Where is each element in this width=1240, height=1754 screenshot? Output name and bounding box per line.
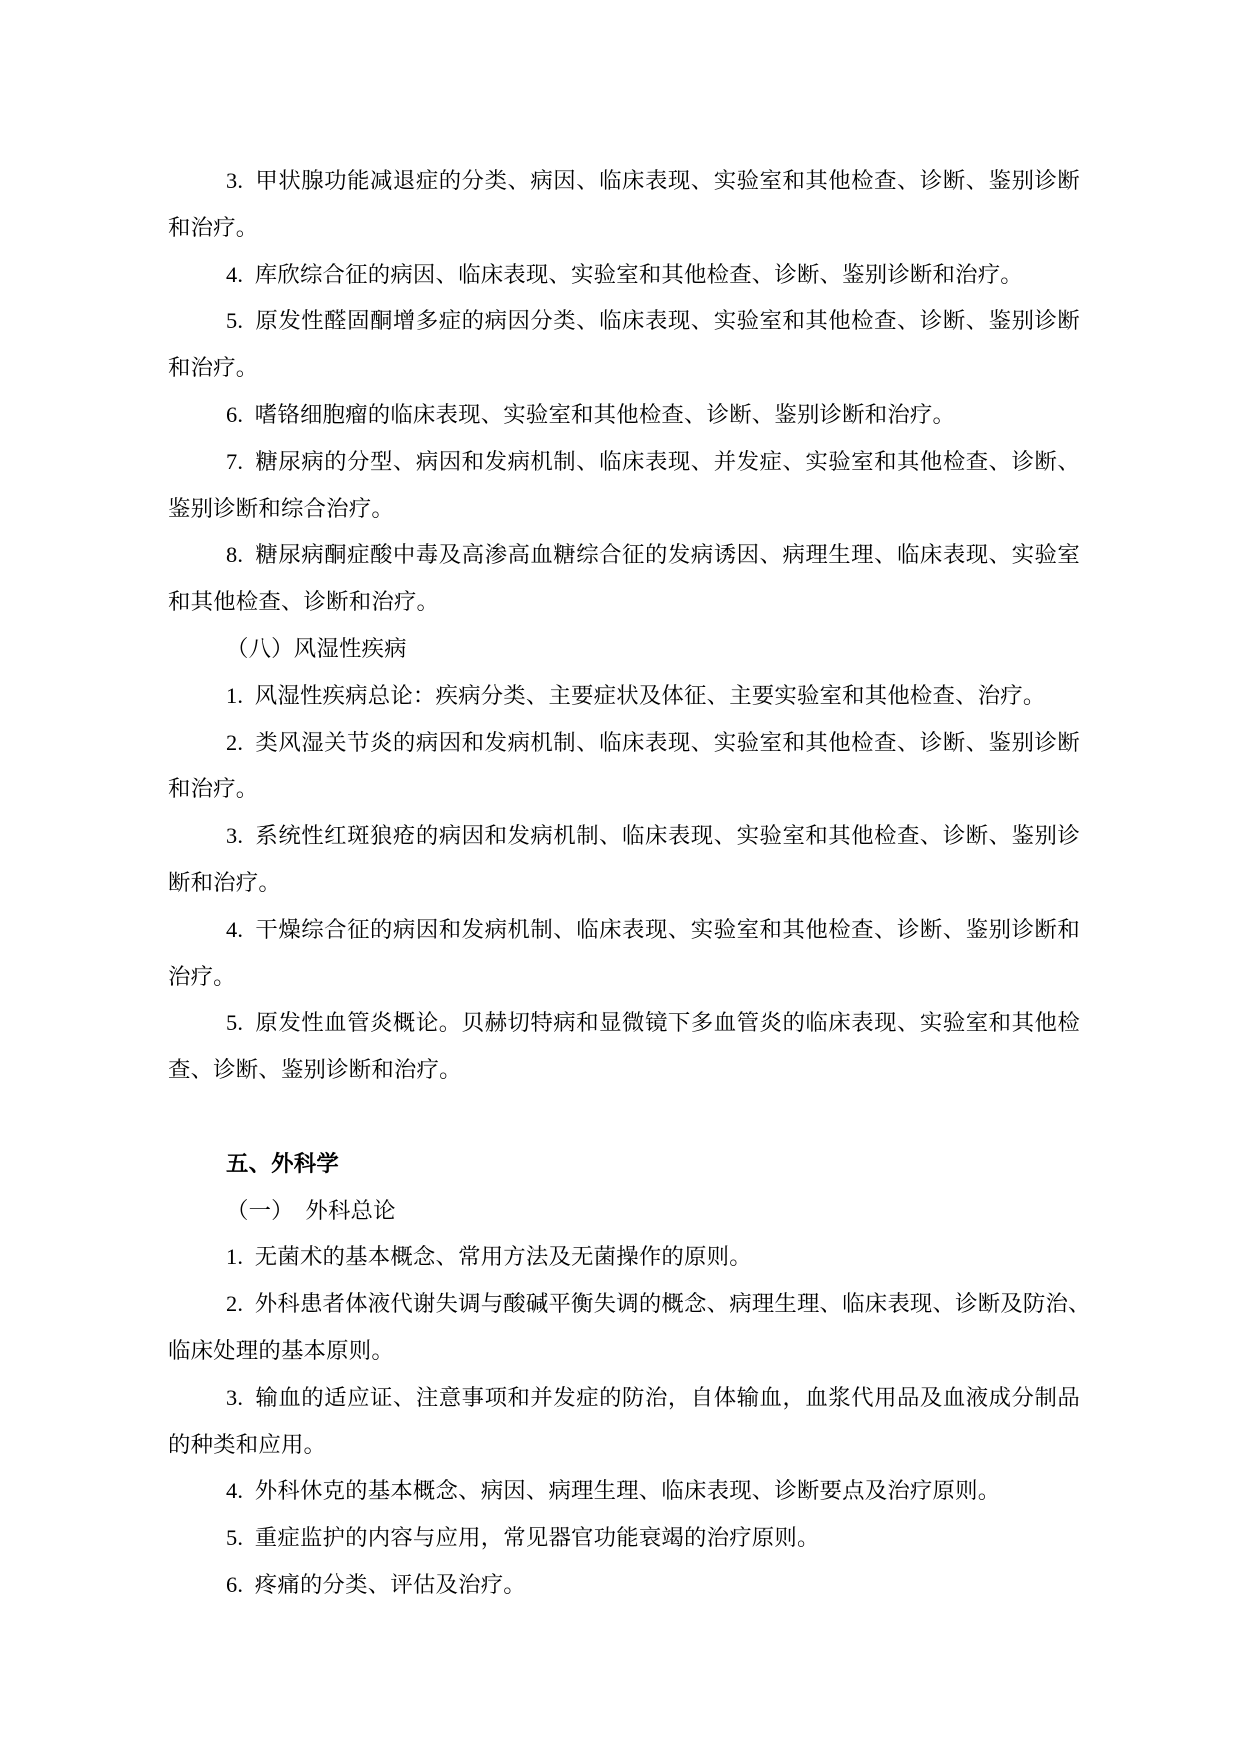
syllabus-item-continuation-line: 鉴别诊断和综合治疗。 — [168, 495, 394, 521]
blank-line — [168, 1094, 1080, 1141]
syllabus-item-line: 4. 外科休克的基本概念、病因、病理生理、临床表现、诊断要点及治疗原则。 — [226, 1478, 1001, 1504]
syllabus-item-line: 4. 库欣综合征的病因、临床表现、实验室和其他检查、诊断、鉴别诊断和治疗。 — [226, 261, 1023, 287]
syllabus-item-continuation-line: 和其他检查、诊断和治疗。 — [168, 589, 440, 615]
syllabus-item-line: 2. 类风湿关节炎的病因和发病机制、临床表现、实验室和其他检查、诊断、鉴别诊断 — [226, 729, 1080, 755]
syllabus-item-line: 1. 无菌术的基本概念、常用方法及无菌操作的原则。 — [226, 1244, 752, 1270]
syllabus-item-continuation-line: 的种类和应用。 — [168, 1431, 327, 1457]
syllabus-item-line: 6. 嗜铬细胞瘤的临床表现、实验室和其他检查、诊断、鉴别诊断和治疗。 — [226, 401, 956, 427]
text-block — [168, 158, 1091, 1609]
syllabus-item-continuation-line: 临床处理的基本原则。 — [168, 1337, 394, 1363]
syllabus-item-line: 5. 原发性血管炎概论。贝赫切特病和显微镜下多血管炎的临床表现、实验室和其他检 — [226, 1010, 1080, 1036]
subsection-heading: （一） 外科总论 — [226, 1197, 396, 1223]
syllabus-item-line: 1. 风湿性疾病总论：疾病分类、主要症状及体征、主要实验室和其他检查、治疗。 — [226, 682, 1046, 708]
syllabus-item-line: 5. 原发性醛固酮增多症的病因分类、临床表现、实验室和其他检查、诊断、鉴别诊断 — [226, 308, 1080, 334]
syllabus-item-line: 6. 疼痛的分类、评估及治疗。 — [226, 1571, 526, 1597]
syllabus-item-continuation-line: 断和治疗。 — [168, 869, 281, 895]
syllabus-item-line: 8. 糖尿病酮症酸中毒及高渗高血糖综合征的发病诱因、病理生理、临床表现、实验室 — [226, 542, 1080, 568]
syllabus-item-line: 7. 糖尿病的分型、病因和发病机制、临床表现、并发症、实验室和其他检查、诊断、 — [226, 448, 1080, 474]
syllabus-item-continuation-line: 查、诊断、鉴别诊断和治疗。 — [168, 1057, 462, 1083]
syllabus-item-continuation-line: 治疗。 — [168, 963, 236, 989]
subsection-heading: （八）风湿性疾病 — [226, 635, 407, 661]
syllabus-item-line: 3. 甲状腺功能减退症的分类、病因、临床表现、实验室和其他检查、诊断、鉴别诊断 — [226, 168, 1080, 193]
syllabus-item-continuation-line: 和治疗。 — [168, 776, 259, 802]
syllabus-item-line: 3. 系统性红斑狼疮的病因和发病机制、临床表现、实验室和其他检查、诊断、鉴别诊 — [226, 823, 1080, 849]
chapter-heading: 五、外科学 — [226, 1150, 339, 1176]
syllabus-item-line: 4. 干燥综合征的病因和发病机制、临床表现、实验室和其他检查、诊断、鉴别诊断和 — [226, 916, 1080, 942]
syllabus-item-line: 3. 输血的适应证、注意事项和并发症的防治，自体输血，血浆代用品及血液成分制品 — [226, 1384, 1080, 1410]
syllabus-item-continuation-line: 和治疗。 — [168, 355, 259, 381]
syllabus-item-line: 2. 外科患者体液代谢失调与酸碱平衡失调的概念、病理生理、临床表现、诊断及防治、 — [226, 1291, 1091, 1317]
syllabus-item-line: 5. 重症监护的内容与应用，常见器官功能衰竭的治疗原则。 — [226, 1525, 820, 1551]
syllabus-item-continuation-line: 和治疗。 — [168, 214, 259, 240]
